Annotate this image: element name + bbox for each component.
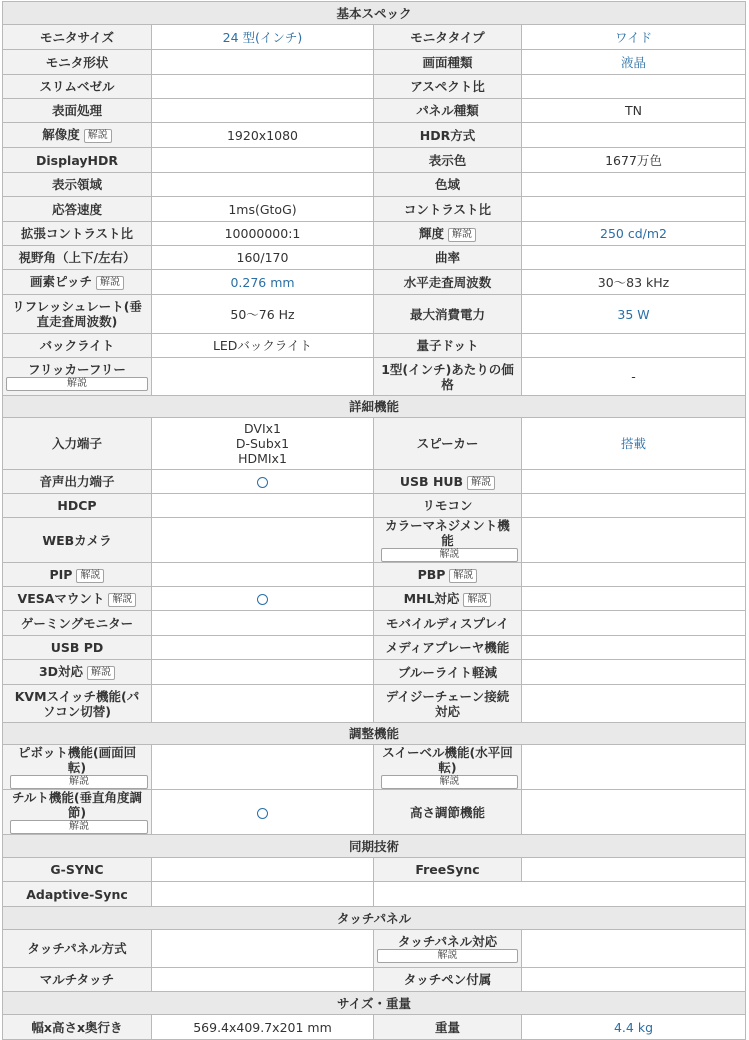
label-max-power: 最大消費電力 [374,295,522,334]
section-header-basic [3,2,746,25]
kaisetsu-button[interactable]: 解説 [377,949,518,963]
circle-mark [257,477,268,488]
value-screen-kind[interactable] [522,50,746,75]
label-g-sync: G-SYNC [3,858,152,882]
table-row [3,246,746,270]
label-pivot [3,745,152,790]
label-panel-type: パネル種類 [374,99,522,123]
label-touch-method: タッチパネル方式 [3,930,152,968]
value-brightness[interactable] [522,222,746,246]
label-mhl [374,587,522,611]
label-line: ソコン切替) [43,703,111,719]
table-row [3,173,746,197]
value-tilt [152,790,374,835]
kaisetsu-button[interactable]: 解説 [10,775,148,789]
label-refresh-rate [3,295,152,334]
value-monitor-type[interactable] [522,25,746,50]
table-row [3,790,746,835]
label-line [6,760,148,789]
section-header-adjust [3,723,746,745]
label-line: ピボット機能(画面回 [17,745,137,760]
value-daisy-chain [522,685,746,723]
value-media-player [522,636,746,660]
value-height-adjust [522,790,746,835]
label-text: MHL対応 [403,590,460,606]
value-gamut [522,173,746,197]
value-pixel-pitch[interactable] [152,270,374,295]
value-swivel [522,745,746,790]
value-color-management [522,518,746,563]
label-price-per-inch [374,358,522,396]
label-displayhdr: DisplayHDR [3,148,152,173]
value-g-sync [152,858,374,882]
label-h-freq: 水平走査周波数 [374,270,522,295]
label-surface: 表面処理 [3,99,152,123]
label-blue-light: ブルーライト軽減 [374,660,522,685]
label-text: PBP [417,566,446,582]
label-touch-pen: タッチペン付属 [374,968,522,992]
label-quantum-dot: 量子ドット [374,334,522,358]
section-title: 詳細機能 [3,396,746,418]
value-freesync [522,858,746,882]
label-text: 画素ピッチ [29,274,92,289]
table-row [3,968,746,992]
value-monitor-size[interactable] [152,25,374,50]
spec-table [2,1,746,1040]
label-aspect-ratio: アスペクト比 [374,75,522,99]
label-line: チルト機能(垂直角度調 [11,790,143,805]
label-multitouch: マルチタッチ [3,968,152,992]
value-display-area [152,173,374,197]
value-touch-pen [522,968,746,992]
table-row [3,197,746,222]
table-row [3,660,746,685]
value-usb-hub [522,470,746,494]
section-title: 同期技術 [3,835,746,858]
label-input-ports: 入力端子 [3,418,152,470]
label-line: 1型(インチ)あたりの価 [381,361,514,377]
value-text[interactable]: ワイド [614,29,653,45]
table-row [3,563,746,587]
value-hdcp [152,494,374,518]
kaisetsu-button[interactable]: 解説 [10,820,148,834]
section-title: 基本スペック [3,2,746,25]
kaisetsu-button[interactable]: 解説 [463,593,491,607]
label-line: デイジーチェーン接続 [385,688,510,704]
table-row [3,611,746,636]
kaisetsu-button[interactable]: 解説 [467,476,495,490]
table-row [3,358,746,396]
value-gaming [152,611,374,636]
value-ext-contrast: 10000000:1 [152,222,374,246]
table-row [3,1015,746,1040]
label-text: 解像度 [42,127,80,142]
label-pip [3,563,152,587]
table-row [3,25,746,50]
table-row [3,518,746,563]
label-line: フリッカーフリー [28,362,126,377]
label-text: VESAマウント [17,590,105,606]
value-usb-pd [152,636,374,660]
label-usb-hub [374,470,522,494]
value-vesa [152,587,374,611]
value-contrast [522,197,746,222]
port-line: DVIx1 [244,421,281,436]
empty-cell [374,882,746,907]
label-display-area: 表示領域 [3,173,152,197]
kaisetsu-button[interactable]: 解説 [449,569,477,583]
table-row [3,470,746,494]
label-adaptive-sync: Adaptive-Sync [3,882,152,907]
value-audio-out [152,470,374,494]
value-flicker-free [152,358,374,396]
value-surface [152,99,374,123]
label-pbp [374,563,522,587]
table-row [3,930,746,968]
label-touch-support [374,930,522,968]
label-brightness [374,222,522,246]
kaisetsu-button[interactable]: 解説 [87,666,115,680]
kaisetsu-button[interactable]: 解説 [448,228,476,242]
value-colors: 1677万色 [522,148,746,173]
label-height-adjust: 高さ調節機能 [374,790,522,835]
label-freesync: FreeSync [374,858,522,882]
value-backlight: LEDバックライト [152,334,374,358]
table-row [3,418,746,470]
value-displayhdr [152,148,374,173]
section-title: サイズ・重量 [3,992,746,1015]
label-gaming: ゲーミングモニター [3,611,152,636]
section-title: タッチパネル [3,907,746,930]
label-text: 3D対応 [38,664,84,679]
label-mobile-display: モバイルディスプレイ [374,611,522,636]
label-webcam: WEBカメラ [3,518,152,563]
value-h-freq: 30～83 kHz [522,270,746,295]
value-quantum-dot [522,334,746,358]
circle-mark [257,594,268,605]
value-input-ports [152,418,374,470]
label-hdcp: HDCP [3,494,152,518]
label-line: 直走査周波数) [36,314,118,329]
label-colors: 表示色 [374,148,522,173]
value-panel-type: TN [522,99,746,123]
table-row [3,745,746,790]
label-3d [3,660,152,685]
kaisetsu-button[interactable]: 解説 [96,276,124,290]
value-kvm [152,685,374,723]
label-text: 節) [67,805,87,820]
label-line: スイーベル機能(水平回 [382,745,513,760]
label-line: 格 [441,376,454,392]
label-contrast: コントラスト比 [374,197,522,222]
label-text: 能 [441,533,454,548]
label-media-player: メディアプレーヤ機能 [374,636,522,660]
label-text: 転) [67,760,87,775]
label-slim-bezel: スリムベゼル [3,75,152,99]
label-gamut: 色域 [374,173,522,197]
value-refresh-rate: 50～76 Hz [152,295,374,334]
label-kvm [3,685,152,723]
section-header-size [3,992,746,1015]
value-mhl [522,587,746,611]
table-row [3,587,746,611]
label-line [377,949,518,963]
value-pip [152,563,374,587]
label-text: USB HUB [399,473,464,489]
label-monitor-type: モニタタイプ [374,25,522,50]
value-monitor-shape [152,50,374,75]
table-row [3,295,746,334]
label-response: 応答速度 [3,197,152,222]
value-multitouch [152,968,374,992]
value-pbp [522,563,746,587]
table-row [3,334,746,358]
label-text: PIP [49,566,73,582]
kaisetsu-button[interactable]: 解説 [381,775,518,789]
label-monitor-shape: モニタ形状 [3,50,152,75]
section-header-touch [3,907,746,930]
label-monitor-size: モニタサイズ [3,25,152,50]
value-viewing-angle: 160/170 [152,246,374,270]
label-tilt [3,790,152,835]
table-row [3,222,746,246]
value-hdr [522,123,746,148]
label-text: 輝度 [418,225,444,241]
label-hdr: HDR方式 [374,123,522,148]
table-row [3,148,746,173]
value-text[interactable]: 35 W [617,306,650,322]
label-vesa [3,587,152,611]
label-speaker: スピーカー [374,418,522,470]
label-weight: 重量 [374,1015,522,1040]
value-response: 1ms(GtoG) [152,197,374,222]
table-row [3,99,746,123]
table-row [3,123,746,148]
value-blue-light [522,660,746,685]
label-line [377,533,518,562]
value-text[interactable]: 4.4 kg [613,1019,654,1035]
table-row [3,685,746,723]
value-weight[interactable] [522,1015,746,1040]
table-row [3,494,746,518]
section-header-sync [3,835,746,858]
label-line [6,377,148,391]
table-row [3,75,746,99]
kaisetsu-button[interactable]: 解説 [108,593,136,607]
label-ext-contrast: 拡張コントラスト比 [3,222,152,246]
label-audio-out: 音声出力端子 [3,470,152,494]
table-row [3,50,746,75]
label-daisy-chain [374,685,522,723]
label-line [377,760,518,789]
kaisetsu-button[interactable]: 解説 [6,377,148,391]
label-viewing-angle: 視野角（上下/左右） [3,246,152,270]
value-curvature [522,246,746,270]
label-dimensions: 幅x高さx奥行き [3,1015,152,1040]
label-line: KVMスイッチ機能(パ [14,688,140,704]
port-line: D-Subx1 [235,436,290,451]
value-touch-support [522,930,746,968]
port-line: HDMIx1 [238,451,287,466]
table-row [3,882,746,907]
label-text: 転) [438,760,457,775]
label-resolution [3,123,152,148]
value-remote [522,494,746,518]
label-pixel-pitch [3,270,152,295]
value-touch-method [152,930,374,968]
value-text[interactable]: 0.276 mm [230,274,295,290]
label-line: リフレッシュレート(垂 [12,299,142,314]
value-mobile-display [522,611,746,636]
label-curvature: 曲率 [374,246,522,270]
value-speaker[interactable] [522,418,746,470]
label-color-management [374,518,522,563]
value-pivot [152,745,374,790]
section-title: 調整機能 [3,723,746,745]
table-row [3,270,746,295]
label-swivel [374,745,522,790]
value-aspect-ratio [522,75,746,99]
value-webcam [152,518,374,563]
value-text[interactable]: 250 cd/m2 [600,226,667,241]
table-row [3,858,746,882]
label-line: タッチパネル対応 [397,934,498,949]
value-resolution: 1920x1080 [152,123,374,148]
label-usb-pd: USB PD [3,636,152,660]
value-max-power[interactable] [522,295,746,334]
kaisetsu-button[interactable]: 解説 [381,548,518,562]
value-text[interactable]: 液晶 [621,54,647,70]
label-remote: リモコン [374,494,522,518]
value-3d [152,660,374,685]
value-text[interactable]: 24 型(インチ) [222,29,303,45]
label-line: カラーマネジメント機 [385,518,510,533]
label-line [6,805,148,834]
table-row [3,636,746,660]
value-slim-bezel [152,75,374,99]
kaisetsu-button[interactable]: 解説 [84,129,112,143]
label-screen-kind: 画面種類 [374,50,522,75]
value-dimensions: 569.4x409.7x201 mm [152,1015,374,1040]
value-price-per-inch: - [522,358,746,396]
label-flicker-free [3,358,152,396]
value-text[interactable]: 搭載 [621,436,647,451]
circle-mark [257,808,268,819]
label-backlight: バックライト [3,334,152,358]
value-adaptive-sync [152,882,374,907]
section-header-detail [3,396,746,418]
kaisetsu-button[interactable]: 解説 [76,569,104,583]
label-line: 対応 [434,703,460,719]
